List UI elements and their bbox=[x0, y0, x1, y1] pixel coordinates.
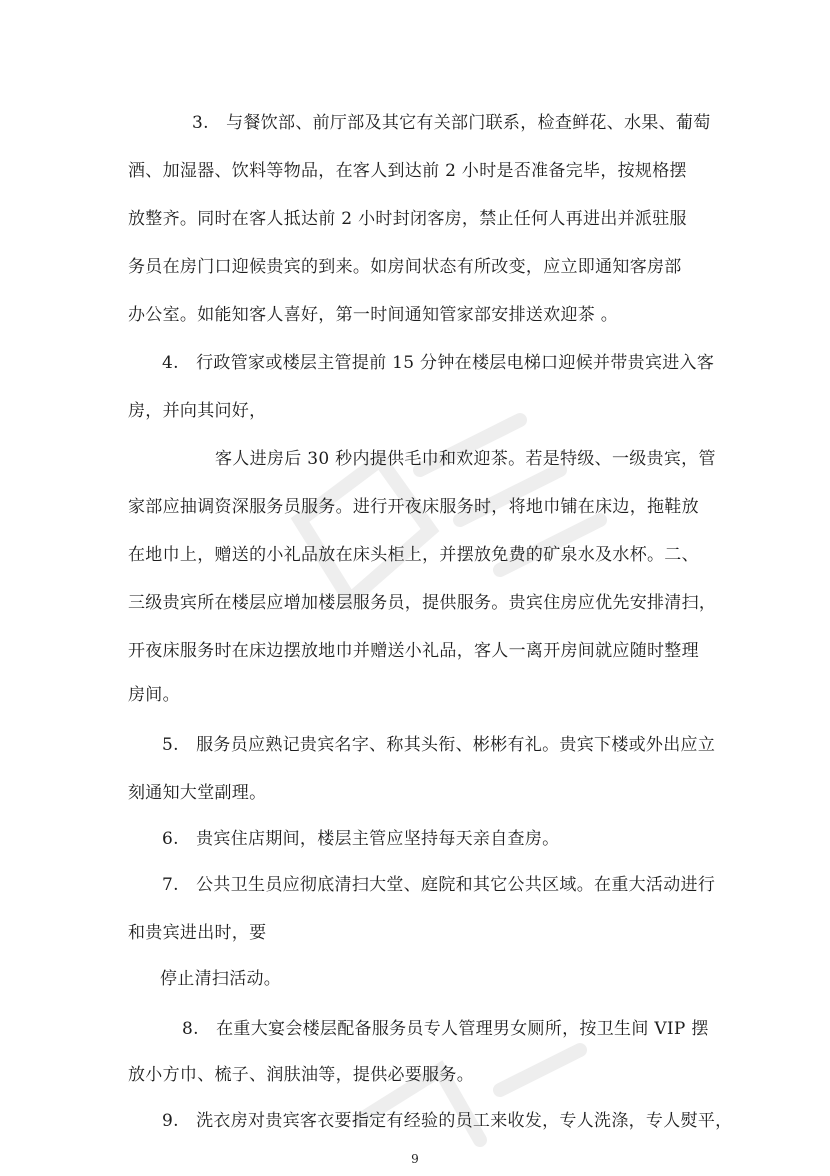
text-line: 务员在房门口迎候贵宾的到来。如房间状态有所改变，应立即通知客房部 bbox=[128, 257, 682, 277]
text-line: 客人进房后 30 秒内提供毛巾和欢迎茶。若是特级、一级贵宾，管 bbox=[215, 449, 716, 469]
watermark-stroke bbox=[500, 1050, 580, 1090]
text-line: 5. 服务员应熟记贵宾名字、称其头衔、彬彬有礼。贵宾下楼或外出应立 bbox=[162, 735, 716, 755]
watermark-stroke bbox=[300, 460, 430, 600]
text-line: 放小方巾、梳子、润肤油等，提供必要服务。 bbox=[128, 1065, 474, 1085]
text-line: 办公室。如能知客人喜好，第一时间通知管家部安排送欢迎茶 。 bbox=[128, 305, 619, 325]
text-line: 在地巾上，赠送的小礼品放在床头柜上，并摆放免费的矿泉水及水杯。二、 bbox=[128, 545, 699, 565]
text-line: 房，并向其问好， bbox=[128, 401, 267, 421]
text-line: 8. 在重大宴会楼层配备服务员专人管理男女厕所，按卫生间 VIP 摆 bbox=[182, 1019, 709, 1039]
text-line: 7. 公共卫生员应彻底清扫大堂、庭院和其它公共区域。在重大活动进行 bbox=[162, 875, 716, 895]
text-line: 开夜床服务时在床边摆放地巾并赠送小礼品，客人一离开房间就应随时整理 bbox=[128, 641, 699, 661]
text-line: 刻通知大堂副理。 bbox=[128, 783, 267, 803]
text-line: 放整齐。同时在客人抵达前 2 小时封闭客房，禁止任何人再进出并派驻服 bbox=[128, 209, 687, 229]
text-line: 酒、加湿器、饮料等物品，在客人到达前 2 小时是否准备完毕，按规格摆 bbox=[128, 161, 687, 181]
text-line: 9. 洗衣房对贵宾客衣要指定有经验的员工来收发，专人洗涤，专人熨平， bbox=[162, 1111, 733, 1131]
text-line: 三级贵宾所在楼层应增加楼层服务员，提供服务。贵宾住房应优先安排清扫， bbox=[128, 593, 717, 613]
page-number: 9 bbox=[411, 1152, 419, 1166]
text-line: 家部应抽调资深服务员服务。进行开夜床服务时，将地巾铺在床边，拖鞋放 bbox=[128, 497, 699, 517]
text-line: 6. 贵宾住店期间，楼层主管应坚持每天亲自查房。 bbox=[162, 829, 560, 849]
text-line: 4. 行政管家或楼层主管提前 15 分钟在楼层电梯口迎候并带贵宾进入客 bbox=[162, 353, 715, 373]
text-line: 和贵宾进出时，要 bbox=[128, 923, 267, 943]
text-line: 房间。 bbox=[128, 685, 180, 705]
text-line: 停止清扫活动。 bbox=[160, 969, 282, 989]
text-line: 3. 与餐饮部、前厅部及其它有关部门联系，检查鲜花、水果、葡萄 bbox=[192, 113, 711, 133]
